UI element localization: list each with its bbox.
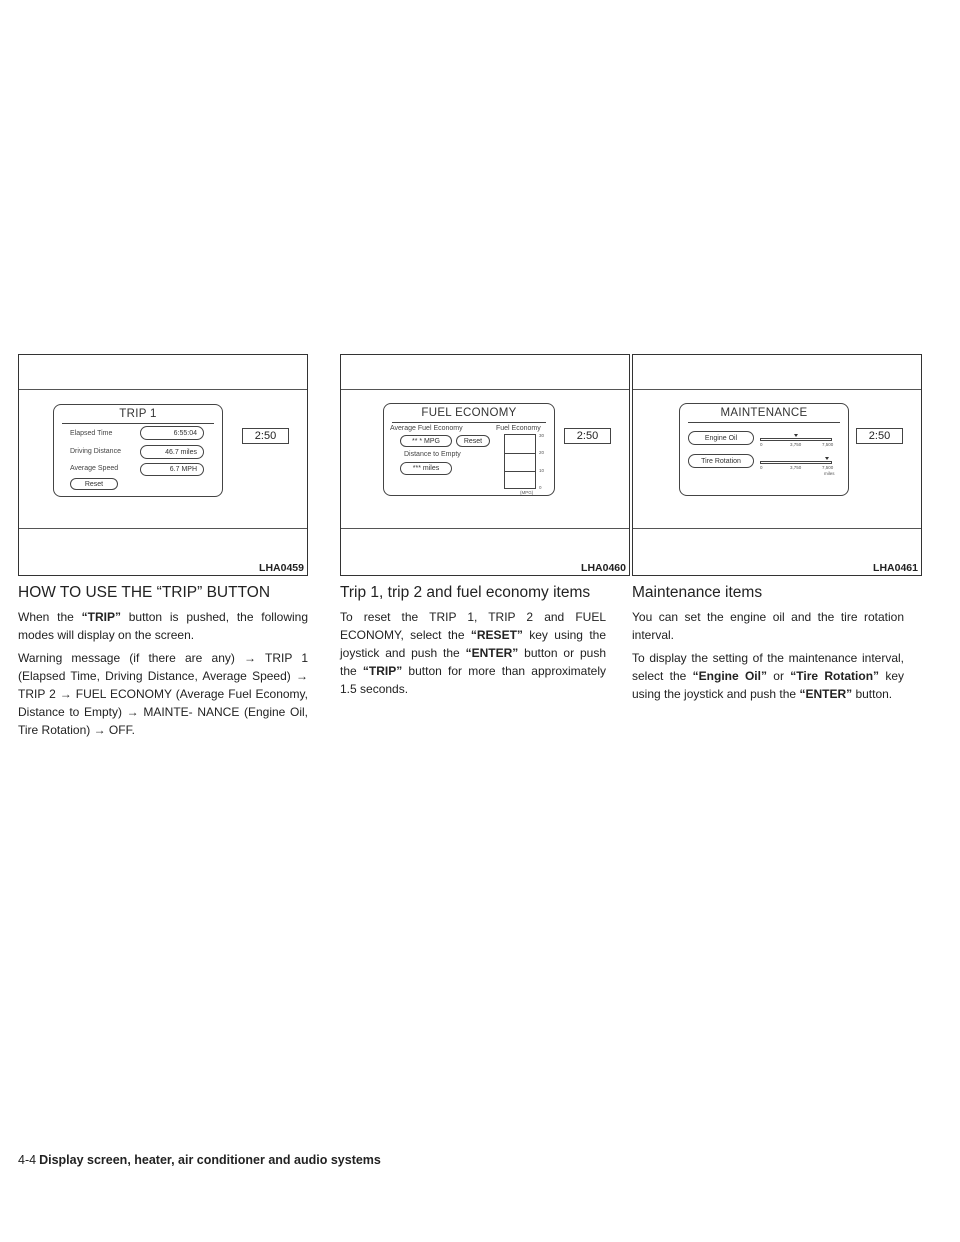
tire-rotation-marker xyxy=(825,457,829,460)
page-number: 4-4 xyxy=(18,1153,37,1167)
key-name: “Tire Rotation” xyxy=(790,669,880,683)
scale-tick: 7,500 xyxy=(822,465,834,470)
reset-button[interactable]: Reset xyxy=(70,478,118,490)
key-name: “Engine Oil” xyxy=(692,669,767,683)
row-label: Elapsed Time xyxy=(70,430,113,437)
grid-line xyxy=(505,453,535,454)
text: To display the setting of the maintenance interval, select the xyxy=(632,651,904,683)
section-title: Display screen, heater, air conditioner and audio systems xyxy=(39,1153,381,1167)
text: button. xyxy=(852,687,893,701)
figure-fuel-economy xyxy=(340,354,630,576)
scale-tick: 20 xyxy=(539,450,545,455)
unit-label: (MPG) xyxy=(520,490,534,495)
paragraph: You can set the engine oil and the tire rotation interval. xyxy=(632,610,904,642)
panel-title: TRIP 1 xyxy=(119,408,157,420)
distance-to-empty-label: Distance to Empty xyxy=(404,451,461,458)
section-heading-trip-items: Trip 1, trip 2 and fuel economy items xyxy=(340,584,591,601)
text: button is pushed, the following modes will display on the screen. xyxy=(18,610,308,642)
tire-rotation-bar xyxy=(760,461,832,464)
scale-tick: 0 xyxy=(760,442,763,447)
engine-oil-marker xyxy=(794,434,798,437)
avg-fuel-economy-label: Average Fuel Economy xyxy=(390,425,463,432)
text: button or push the xyxy=(340,646,606,678)
average-speed-value: 6.7 MPH xyxy=(140,463,204,476)
unit-label: miles xyxy=(824,471,835,476)
key-name: “TRIP” xyxy=(362,664,403,678)
elapsed-time-value: 6:55:04 xyxy=(140,426,204,440)
row-label: Driving Distance xyxy=(70,448,121,455)
divider xyxy=(392,422,546,423)
scale-tick: 7,500 xyxy=(822,442,834,447)
paragraph xyxy=(632,649,904,703)
scale-tick: 10 xyxy=(539,468,545,473)
fuel-economy-label: Fuel Economy xyxy=(496,425,541,432)
row-label: Average Speed xyxy=(70,465,119,472)
figure-maintenance xyxy=(632,354,922,576)
key-name: “RESET” xyxy=(470,628,523,642)
panel-title: MAINTENANCE xyxy=(720,407,808,419)
display-screen xyxy=(19,389,307,529)
engine-oil-bar xyxy=(760,438,832,441)
driving-distance-value: 46.7 miles xyxy=(140,445,204,459)
scale-tick: 30 xyxy=(539,433,545,438)
tire-rotation-button[interactable]: Tire Rotation xyxy=(688,454,754,468)
figure-code: LHA0460 xyxy=(581,562,626,574)
scale-tick: 0 xyxy=(539,485,542,490)
text: key using the joystick and push the xyxy=(632,669,905,701)
display-screen xyxy=(633,389,921,529)
text: When the xyxy=(18,610,82,624)
paragraph xyxy=(18,608,308,644)
distance-to-empty-value: *** miles xyxy=(400,462,452,475)
maintenance-panel xyxy=(679,403,849,496)
mpg-value: ** * MPG xyxy=(400,435,452,447)
paragraph xyxy=(340,608,606,698)
engine-oil-button[interactable]: Engine Oil xyxy=(688,431,754,445)
text: button for more than approximately 1.5 seconds. xyxy=(340,664,607,696)
divider xyxy=(62,423,214,424)
key-name: “ENTER” xyxy=(799,687,853,701)
paragraph: Warning message (if there are any) → TRIP 1 (Elapsed Time, Driving Distance, Average Speed) → TRIP 2 → FUEL ECONOMY (Average Fuel Economy, Distance to Empty) → MAINTE- NANCE (Engine Oil, Tire Rotation) → OFF. xyxy=(18,651,308,737)
clock: 2:50 xyxy=(242,428,289,444)
scale-tick: 3,750 xyxy=(790,465,802,470)
key-name: “TRIP” xyxy=(81,610,121,624)
section-heading-maintenance: Maintenance items xyxy=(632,584,763,601)
figure-code: LHA0459 xyxy=(259,562,304,574)
clock: 2:50 xyxy=(564,428,611,444)
fuel-economy-graph xyxy=(504,434,536,489)
divider xyxy=(688,422,840,423)
reset-button[interactable]: Reset xyxy=(456,435,490,447)
text: key using the joystick and push the xyxy=(340,628,607,660)
text: or xyxy=(766,669,791,683)
figure-code: LHA0461 xyxy=(873,562,918,574)
trip-panel xyxy=(53,404,223,497)
page-footer xyxy=(18,1153,381,1167)
fuel-panel xyxy=(383,403,555,496)
section-heading-trip-button: HOW TO USE THE “TRIP” BUTTON xyxy=(18,584,271,601)
grid-line xyxy=(505,471,535,472)
display-screen xyxy=(341,389,629,529)
clock: 2:50 xyxy=(856,428,903,444)
scale-tick: 3,750 xyxy=(790,442,802,447)
text: To reset the TRIP 1, TRIP 2 and FUEL ECONOMY, select the xyxy=(340,610,606,642)
panel-title: FUEL ECONOMY xyxy=(421,407,517,419)
key-name: “ENTER” xyxy=(465,646,519,660)
figure-trip xyxy=(18,354,308,576)
scale-tick: 0 xyxy=(760,465,763,470)
